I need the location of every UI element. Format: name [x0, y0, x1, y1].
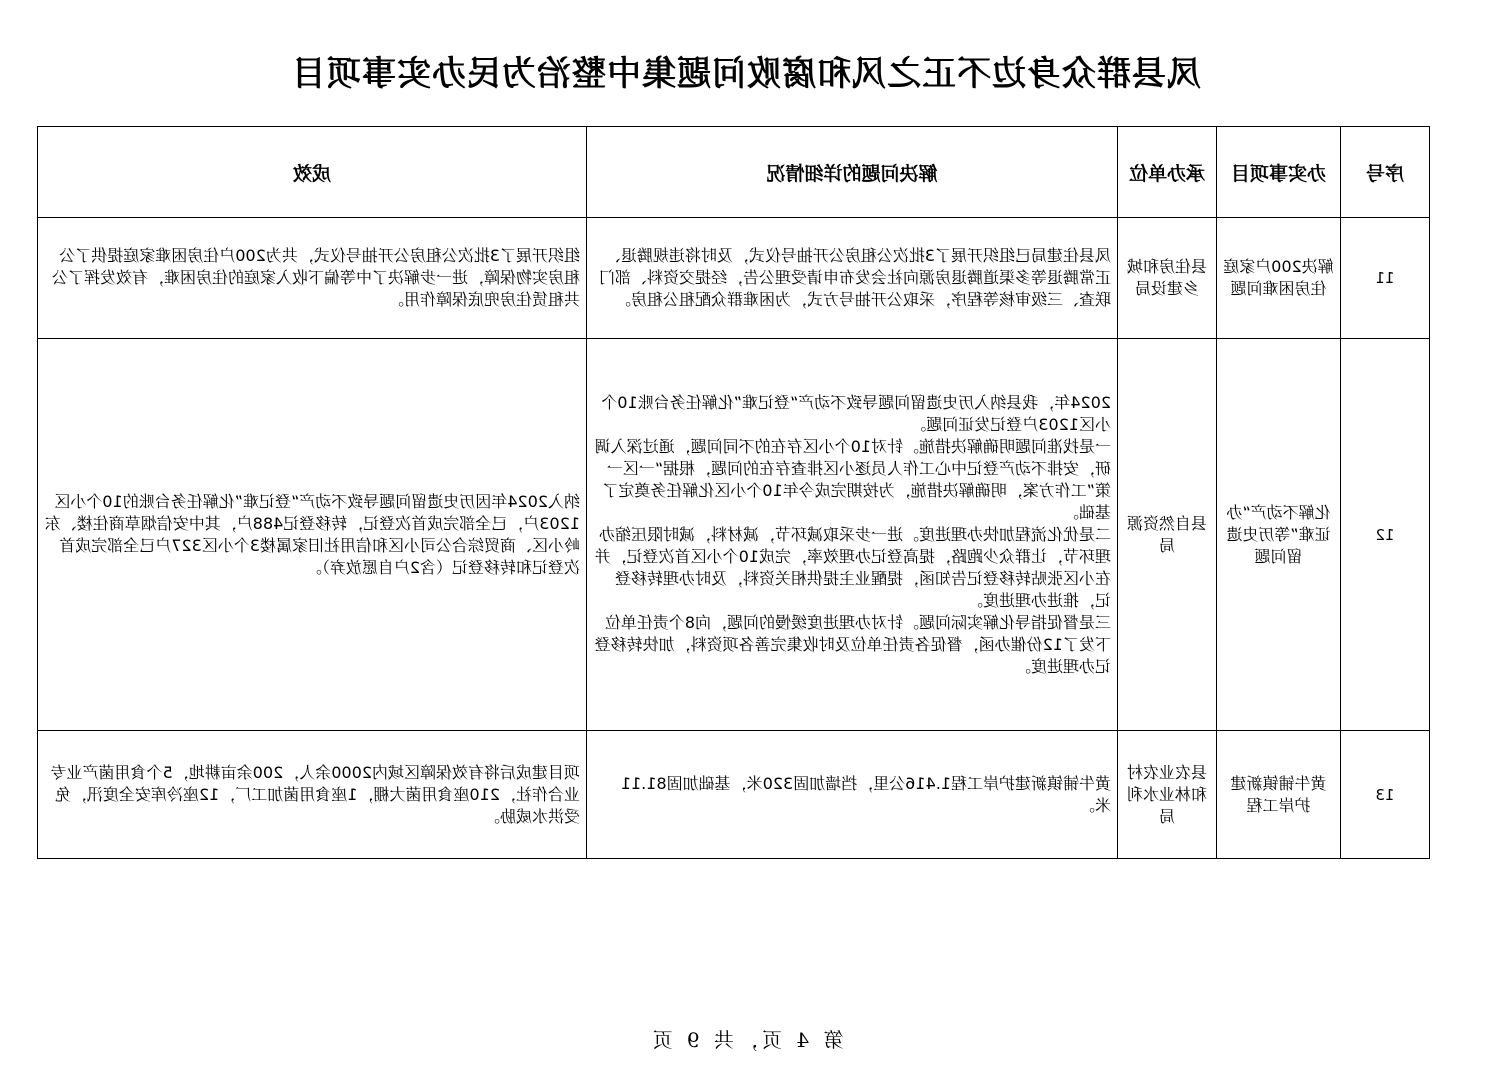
header-detail: 解决问题的详细情况 [587, 127, 1118, 218]
row-result: 组织开展了3批次公租房公开抽号仪式，共为200户住房困难家庭提供了公租房实物保障，进一步解决了中等偏下收入家庭的住房困难，有效发挥了公共租赁住房兜底保障作用。 [38, 218, 587, 339]
detail-paragraph: 二是优化流程加快办理进度。进一步采取减环节，减材料，减时限压缩办理环节，让群众少跑路，提高登记办理效率，完成10个小区首次登记，并在小区张贴转移登记告知函，提醒业主提供相关资料，及时办理转移登记，推进办理进度。 [594, 524, 1111, 610]
table-row [38, 218, 1430, 339]
table-row [38, 731, 1430, 859]
detail-paragraph: 黄牛铺镇新建护岸工程1.416公里，挡墙加固320米，基础加固81.11米。 [620, 773, 1111, 815]
row-seq: 11 [1341, 218, 1430, 339]
row-result: 纳入2024年因历史遗留问题导致不动产“登记难”化解任务台账的10个小区1203户，已全部完成首次登记，转移登记488户，其中安信烟草商住楼、东岭小区、商贸综合公司小区和信用社旧家属楼3个小区327户已全部完成首次登记和转移登记（含2户自愿放弃）。 [38, 339, 587, 731]
detail-paragraph: 2024年，我县纳入历史遗留问题导致不动产“登记难”化解任务台账10个小区1203户登记发证问题。 [601, 392, 1111, 434]
detail-paragraph: 三是督促指导化解实际问题。针对办理进度缓慢的问题，向8个责任单位下发了12份催办函，督促各责任单位及时收集完善各项资料，加快转移登记办理进度。 [594, 612, 1111, 676]
page-footer: 第 4 页，共 9 页 [648, 1028, 844, 1052]
row-result: 项目建成后将有效保障区域内2000余人，200余亩耕地，5个食用菌产业专业合作社，210座食用菌大棚，1座食用菌加工厂，12座冷库安全度汛，免受洪水威胁。 [38, 731, 587, 859]
row-item: 化解不动产“办证难”等历史遗留问题 [1217, 339, 1341, 731]
row-item: 解决200户家庭住房困难问题 [1217, 218, 1341, 339]
header-item: 办实事项目 [1217, 127, 1341, 218]
row-detail [587, 339, 1118, 731]
row-detail [587, 731, 1118, 859]
row-unit: 县农业农村和林业水利局 [1118, 731, 1217, 859]
header-unit: 承办单位 [1118, 127, 1217, 218]
table-header-row [38, 127, 1430, 218]
row-unit: 县自然资源局 [1118, 339, 1217, 731]
row-detail [587, 218, 1118, 339]
detail-paragraph: 一是找准问题明确解决措施。针对10个小区存在的不同问题，通过深入调研，安排不动产登记中心工作人员逐小区排查存在的问题，根据“一区一策”工作方案，明确解决措施，为按期完成今年10个小区化解任务奠定了基础。 [594, 436, 1111, 522]
row-seq: 13 [1341, 731, 1430, 859]
table-row [38, 339, 1430, 731]
header-seq: 序号 [1341, 127, 1430, 218]
row-seq: 12 [1341, 339, 1430, 731]
detail-paragraph: 凤县住建局已组织开展了3批次公租房公开抽号仪式，及时将违规腾退、正常腾退等多渠道腾退房源向社会发布申请受理公告，经提交资料、部门联查、三级审核等程序，采取公开抽号方式，为困难群众配租公租房。 [598, 246, 1111, 309]
row-unit: 县住房和城乡建设局 [1118, 218, 1217, 339]
row-item: 黄牛铺镇新建护岸工程 [1217, 731, 1341, 859]
projects-table [37, 126, 1430, 859]
header-result: 成效 [38, 127, 587, 218]
page-title: 凤县群众身边不正之风和腐败问题集中整治为民办实事项目 [291, 54, 1201, 94]
